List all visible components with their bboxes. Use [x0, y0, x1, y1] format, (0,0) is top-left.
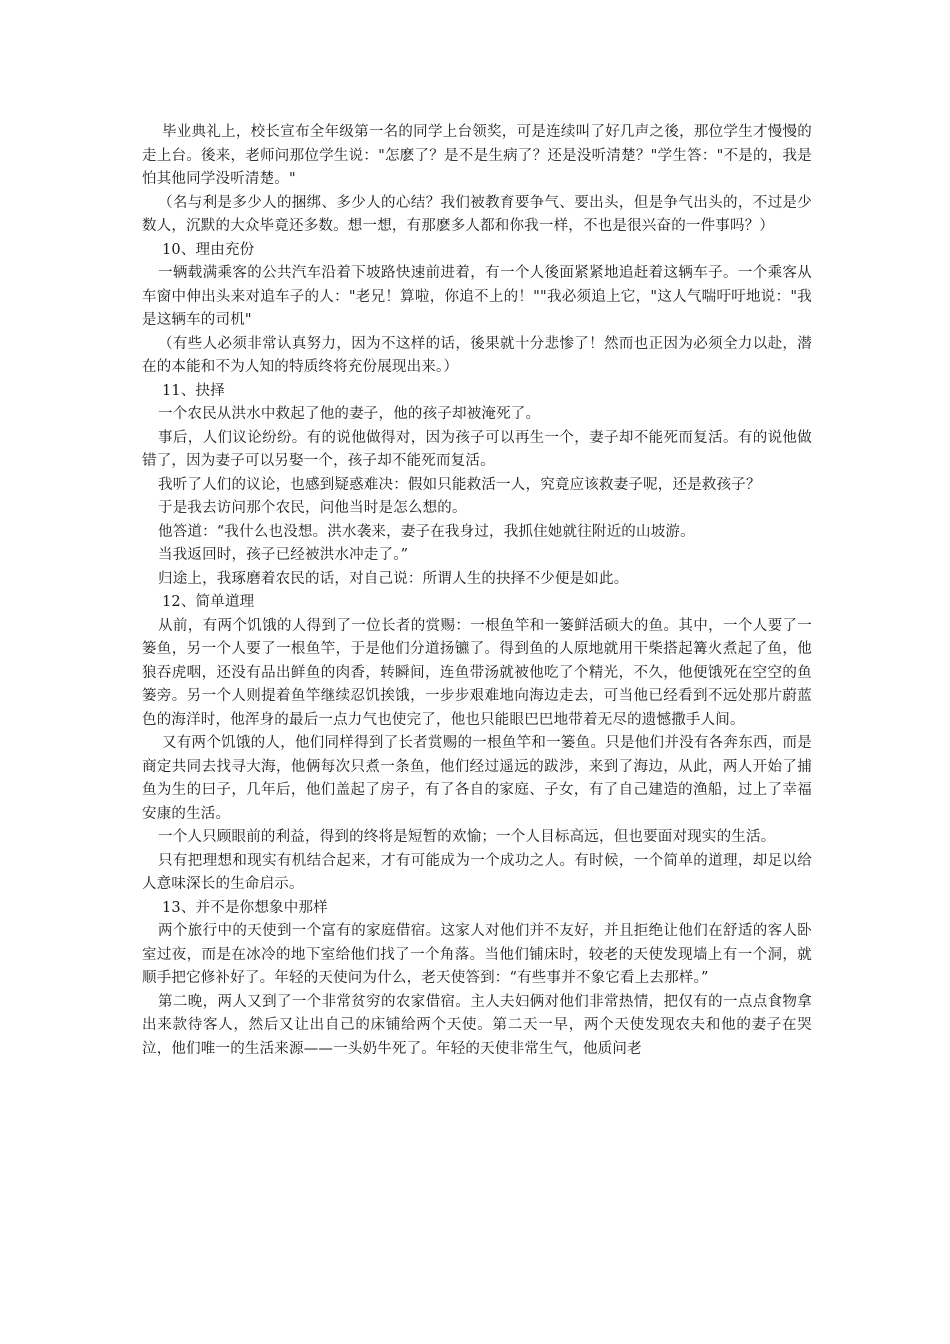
paragraph-simple-truth-1: 从前，有两个饥饿的人得到了一位长者的赏赐：一根鱼竿和一篓鲜活硕大的鱼。其中，一个人要了一篓鱼，另一个人要了一根鱼竿，于是他们分道扬镳了。得到鱼的人原地就用干柴搭起篝火煮起了鱼，他狼吞虎咽，还没有品出鲜鱼的肉香，转瞬间，连鱼带汤就被他吃了个精光，不久，他便饿死在空空的鱼篓旁。另一个人则提着鱼竿继续忍饥挨饿，一步步艰难地向海边走去，可当他已经看到不远处那片蔚蓝色的海洋时，他浑身的最后一点力气也使完了，他也只能眼巴巴地带着无尽的遗憾撒手人间。	[142, 617, 812, 728]
paragraph-bus-comment: （有些人必须非常认真努力，因为不这样的话，後果就十分悲惨了！然而也正因为必须全力以赴，潜在的本能和不为人知的特质终将充份展现出来。）	[142, 335, 812, 375]
paragraph-simple-truth-2: 又有两个饥饿的人，他们同样得到了长者赏赐的一根鱼竿和一篓鱼。只是他们并没有各奔东西，而是商定共同去找寻大海，他俩每次只煮一条鱼，他们经过遥远的跋涉，来到了海边，从此，两人开始了捕鱼为生的曰子，几年后，他们盖起了房子，有了各自的家庭、子女，有了自己建造的渔船，过上了幸福安康的生活。	[142, 735, 812, 822]
paragraph-angels-1: 两个旅行中的天使到一个富有的家庭借宿。这家人对他们并不友好，并且拒绝让他们在舒适的客人卧室过夜，而是在冰冷的地下室给他们找了一个角落。当他们铺床时，较老的天使发现墙上有一个洞，就顺手把它修补好了。年轻的天使问为什么，老天使答到：“有些事并不象它看上去那样。”	[142, 923, 812, 986]
paragraph-simple-truth-3: 一个人只顾眼前的利益，得到的终将是短暂的欢愉；一个人目标高远，但也要面对现实的生活。	[158, 829, 776, 845]
paragraph-choice-5: 他答道：“我什么也没想。洪水袭来，妻子在我身过，我抓住她就往附近的山坡游。	[158, 523, 695, 540]
section-heading-12: 12、简单道理	[162, 594, 255, 610]
paragraph-choice-2: 事后，人们议论纷纷。有的说他做得对，因为孩子可以再生一个，妻子却不能死而复活。有的说他做错了，因为妻子可以另娶一个，孩子却不能死而复活。	[142, 429, 812, 469]
paragraph-graduation-comment: （名与利是多少人的捆绑、多少人的心结？我们被教育要争气、要出头，但是争气出头的，不过是少数人，沉默的大众毕竟还多数。想一想，有那麽多人都和你我一样，不也是很兴奋的一件事吗？）	[142, 194, 812, 234]
section-heading-10: 10、理由充份	[162, 241, 255, 258]
section-heading-13: 13、并不是你想象中那样	[162, 899, 328, 916]
paragraph-bus-story: 一辆载满乘客的公共汽车沿着下坡路快速前进着，有一个人後面紧紧地追赶着这辆车子。一个乘客从车窗中伸出头来对追车子的人："老兄！算啦，你追不上的！""我必须追上它，"这人气喘吁吁地说："我是这辆车的司机"	[142, 265, 812, 328]
paragraph-choice-6: 当我返回时，孩子已经被洪水冲走了。”	[158, 547, 409, 563]
paragraph-simple-truth-4: 只有把理想和现实有机结合起来，才有可能成为一个成功之人。有时候，一个简单的道理，却足以给人意味深长的生命启示。	[142, 852, 812, 892]
paragraph-choice-1: 一个农民从洪水中救起了他的妻子，他的孩子却被淹死了。	[158, 406, 541, 422]
paragraph-choice-4: 于是我去访问那个农民，问他当时是怎么想的。	[158, 500, 467, 516]
section-heading-11: 11、抉择	[162, 382, 225, 399]
paragraph-angels-2: 第二晚，两人又到了一个非常贫穷的农家借宿。主人夫妇俩对他们非常热情，把仅有的一点点食物拿出来款待客人，然后又让出自己的床铺给两个天使。第二天一早，两个天使发现农夫和他的妻子在哭泣，他们唯一的生活来源——一头奶牛死了。年轻的天使非常生气，他质问老	[142, 993, 812, 1057]
paragraph-graduation-story: 毕业典礼上，校长宣布全年级第一名的同学上台领奖，可是连续叫了好几声之後，那位学生才慢慢的走上台。後来，老师问那位学生说："怎麽了？是不是生病了？还是没听清楚？"学生答："不是的，我是怕其他同学没听清楚。"	[142, 124, 812, 187]
paragraph-choice-7: 归途上，我琢磨着农民的话，对自己说：所谓人生的抉择不少便是如此。	[158, 570, 629, 587]
paragraph-choice-3: 我听了人们的议论，也感到疑惑难决：假如只能救活一人，究竟应该救妻子呢，还是救孩子？	[158, 476, 761, 493]
document-body	[142, 121, 812, 1061]
